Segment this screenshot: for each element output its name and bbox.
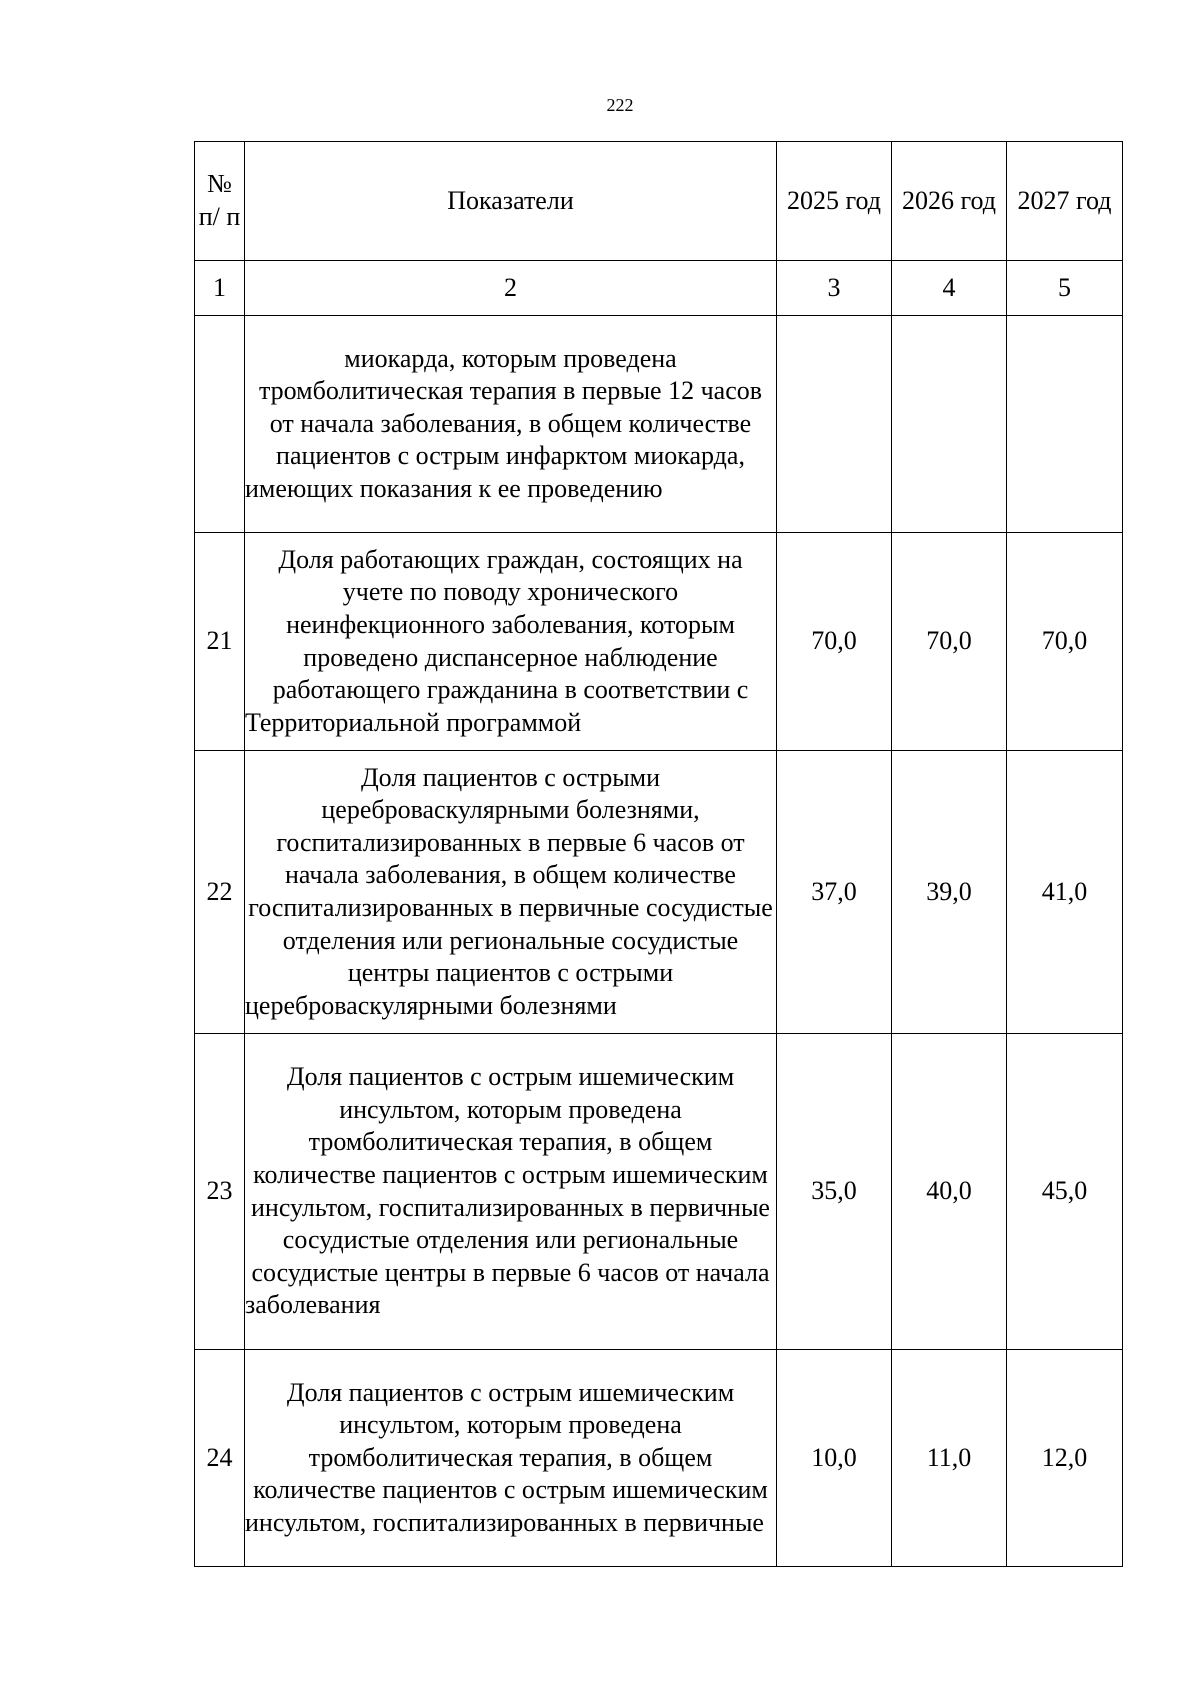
column-index: 1 xyxy=(195,261,245,316)
table-row xyxy=(195,751,1123,1034)
value-2026: 70,0 xyxy=(892,533,1007,751)
row-number: 21 xyxy=(195,533,245,751)
row-number: 24 xyxy=(195,1350,245,1567)
header-year-2025: 2025 год xyxy=(777,142,892,261)
row-number: 22 xyxy=(195,751,245,1034)
column-index-row xyxy=(195,261,1123,316)
indicator-description: миокарда, которым проведена тромболитическая терапия в первые 12 часов от начала заболевания, в общем количестве пациентов с острым инфарктом миокарда, имеющих показания к ее проведению xyxy=(245,316,777,533)
column-index: 2 xyxy=(245,261,777,316)
value-2026: 11,0 xyxy=(892,1350,1007,1567)
header-year-2026: 2026 год xyxy=(892,142,1007,261)
value-2025: 37,0 xyxy=(777,751,892,1034)
header-row xyxy=(195,142,1123,261)
indicator-description: Доля работающих граждан, состоящих на учете по поводу хронического неинфекционного заболевания, которым проведено диспансерное наблюдение работающего гражданина в соответствии с Территориальной программой xyxy=(245,533,777,751)
value-2026: 39,0 xyxy=(892,751,1007,1034)
value-2025: 10,0 xyxy=(777,1350,892,1567)
table-row xyxy=(195,1350,1123,1567)
value-2027: 45,0 xyxy=(1007,1034,1123,1350)
value-2025 xyxy=(777,316,892,533)
column-index: 4 xyxy=(892,261,1007,316)
header-year-2027: 2027 год xyxy=(1007,142,1123,261)
value-2026: 40,0 xyxy=(892,1034,1007,1350)
table-row xyxy=(195,316,1123,533)
value-2027 xyxy=(1007,316,1123,533)
header-number: № п/ п xyxy=(195,142,245,261)
value-2026 xyxy=(892,316,1007,533)
column-index: 5 xyxy=(1007,261,1123,316)
indicators-table xyxy=(194,141,1123,1567)
row-number xyxy=(195,316,245,533)
column-index: 3 xyxy=(777,261,892,316)
value-2025: 70,0 xyxy=(777,533,892,751)
value-2025: 35,0 xyxy=(777,1034,892,1350)
value-2027: 12,0 xyxy=(1007,1350,1123,1567)
header-indicators: Показатели xyxy=(245,142,777,261)
table-row xyxy=(195,1034,1123,1350)
indicator-description: Доля пациентов с острыми цереброваскулярными болезнями, госпитализированных в первые 6 часов от начала заболевания, в общем количестве госпитализированных в первичные сосудистые отделения или региональные сосудистые центры пациентов с острыми цереброваскулярными болезнями xyxy=(245,751,777,1034)
indicator-description: Доля пациентов с острым ишемическим инсультом, которым проведена тромболитическая терапия, в общем количестве пациентов с острым ишемическим инсультом, госпитализированных в первичные сосудистые отделения или региональные сосудистые центры в первые 6 часов от начала заболевания xyxy=(245,1034,777,1350)
page-number: 222 xyxy=(606,95,634,115)
row-number: 23 xyxy=(195,1034,245,1350)
value-2027: 70,0 xyxy=(1007,533,1123,751)
indicator-description: Доля пациентов с острым ишемическим инсультом, которым проведена тромболитическая терапия, в общем количестве пациентов с острым ишемическим инсультом, госпитализированных в первичные xyxy=(245,1350,777,1567)
value-2027: 41,0 xyxy=(1007,751,1123,1034)
table-row xyxy=(195,533,1123,751)
